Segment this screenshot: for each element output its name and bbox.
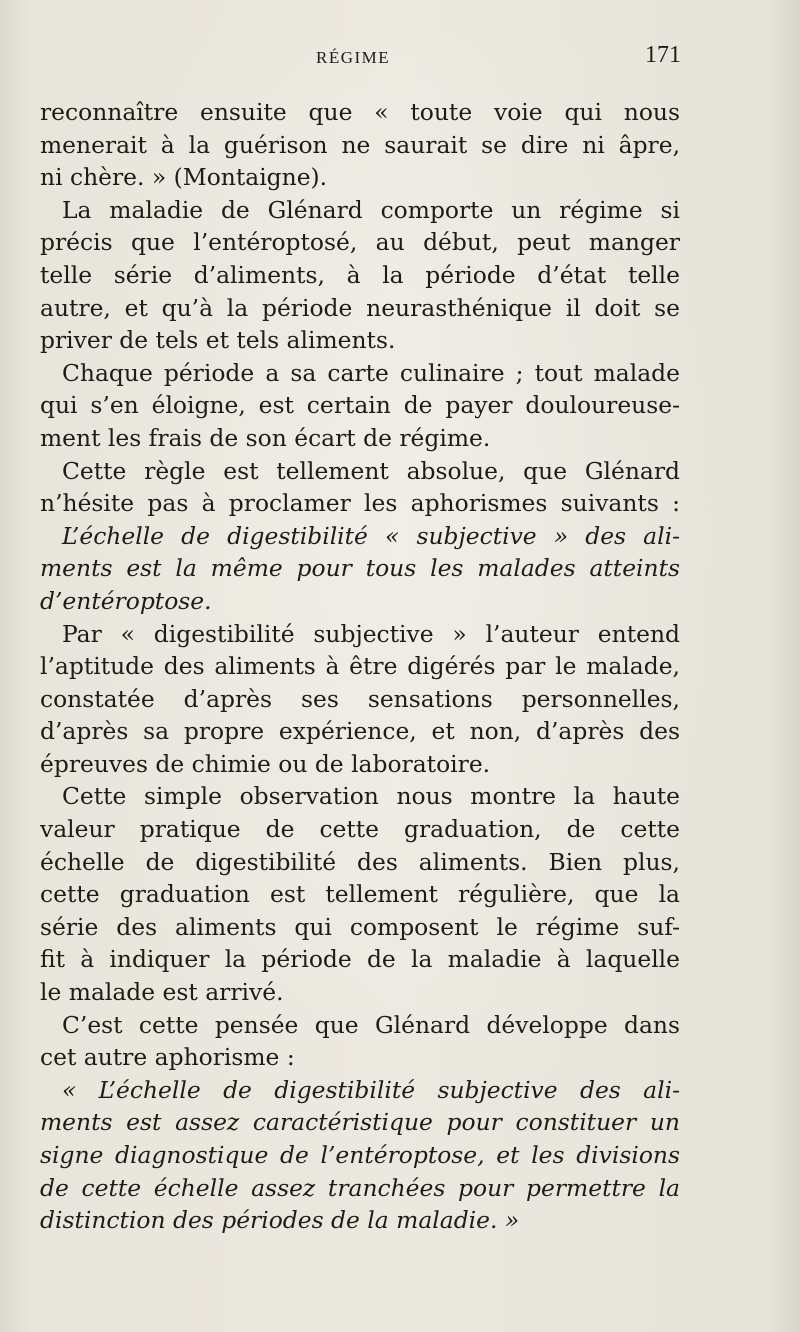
text-line: C’est cette pensée que Glénard développe dans — [62, 1010, 680, 1039]
text-line: épreuves de chimie ou de laboratoire. — [40, 749, 491, 778]
text-line: « L’échelle de digestibilité subjective des ali- — [62, 1075, 680, 1104]
text-line: l’aptitude des aliments à être digérés par le malade, — [40, 652, 680, 681]
page-number: 171 — [645, 42, 681, 68]
page-header — [0, 44, 800, 74]
text-line: ment les frais de son écart de régime. — [40, 423, 491, 452]
text-line: priver de tels et tels aliments. — [40, 326, 396, 355]
text-line: constatée d’après ses sensations personnelles, — [40, 684, 680, 713]
text-line: Par « digestibilité subjective » l’auteur entend — [62, 619, 680, 648]
text-line: qui s’en éloigne, est certain de payer douloureuse- — [40, 391, 680, 420]
text-line: n’hésite pas à proclamer les aphorismes suivants : — [40, 489, 680, 518]
text-line: échelle de digestibilité des aliments. Bien plus, — [40, 847, 680, 876]
text-line: de cette échelle assez tranchées pour permettre la — [40, 1173, 680, 1202]
text-line: telle série d’aliments, à la période d’état telle — [40, 260, 680, 289]
text-line: fit à indiquer la période de la maladie à laquelle — [40, 945, 680, 974]
text-line: cette graduation est tellement régulière, que la — [40, 880, 680, 909]
text-line: menerait à la guérison ne saurait se dire ni âpre, — [40, 130, 680, 159]
body-text — [40, 96, 680, 1237]
text-line: ments est assez caractéristique pour constituer un — [40, 1108, 680, 1137]
text-line: ni chère. » (Montaigne). — [40, 163, 328, 192]
text-line: le malade est arrivé. — [40, 978, 284, 1007]
text-line: signe diagnostique de l’entéroptose, et les divisions — [40, 1141, 680, 1169]
text-line: valeur pratique de cette graduation, de cette — [40, 815, 680, 844]
text-line: La maladie de Glénard comporte un régime si — [62, 195, 680, 224]
text-line: Cette règle est tellement absolue, que Glénard — [62, 456, 680, 485]
text-line: d’après sa propre expérience, et non, d’après des — [40, 717, 680, 746]
text-line: L’échelle de digestibilité « subjective » des ali- — [62, 521, 680, 550]
text-line: reconnaître ensuite que « toute voie qui nous — [40, 98, 680, 126]
text-line: ments est la même pour tous les malades atteints — [40, 554, 680, 583]
running-head: RÉGIME — [316, 48, 391, 67]
text-line: Cette simple observation nous montre la haute — [62, 782, 680, 811]
text-line: Chaque période a sa carte culinaire ; tout malade — [62, 358, 680, 387]
text-line: précis que l’entéroptosé, au début, peut manger — [40, 228, 680, 257]
text-line: cet autre aphorisme : — [40, 1043, 295, 1072]
text-line: autre, et qu’à la période neurasthénique il doit se — [40, 293, 680, 322]
text-line: distinction des périodes de la maladie. » — [40, 1206, 520, 1235]
text-line: d’entéroptose. — [40, 586, 212, 615]
text-line: série des aliments qui composent le régime suf- — [40, 912, 680, 941]
